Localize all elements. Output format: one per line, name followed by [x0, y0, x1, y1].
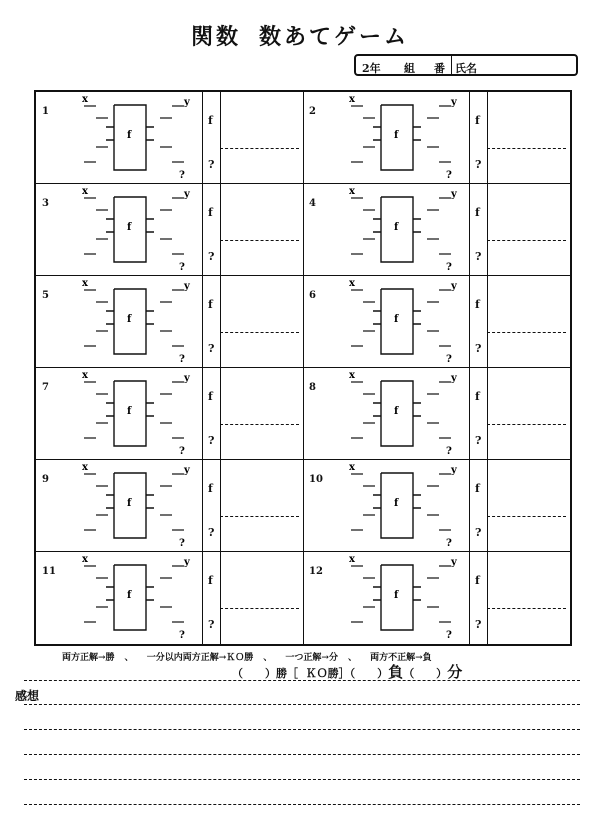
answer-q-label: ? [208, 434, 215, 447]
answer-divider [469, 552, 470, 644]
answer-divider [202, 460, 203, 552]
answer-area[interactable] [202, 552, 303, 644]
function-f-label: f [127, 222, 132, 233]
question-label: ? [179, 630, 185, 641]
question-label: ? [446, 354, 452, 365]
score-win: （ ）勝［ [232, 667, 298, 680]
answer-dashed-line [487, 424, 566, 425]
writing-line[interactable] [24, 779, 580, 780]
answer-divider [469, 184, 470, 276]
input-x-label: x [349, 370, 355, 381]
function-machine [331, 460, 491, 552]
answer-area[interactable] [202, 184, 303, 276]
answer-divider [469, 92, 470, 184]
function-f-label: f [394, 130, 399, 141]
question-label: ? [446, 170, 452, 181]
answer-dashed-line [487, 148, 566, 149]
answer-q-label: ? [475, 158, 482, 171]
rule-ko: 一分以内両方正解→ＫＯ勝 [146, 653, 254, 663]
input-x-label: x [349, 462, 355, 473]
answer-f-label: f [475, 574, 480, 587]
answer-dashed-line [220, 608, 299, 609]
answer-f-label: f [475, 206, 480, 219]
name-box[interactable] [354, 54, 578, 76]
question-label: ? [179, 538, 185, 549]
answer-divider [202, 184, 203, 276]
writing-line[interactable] [24, 754, 580, 755]
answer-dashed-line [487, 240, 566, 241]
question-label: ? [179, 354, 185, 365]
answer-divider [202, 276, 203, 368]
function-f-label: f [394, 590, 399, 601]
answer-divider [202, 368, 203, 460]
answer-f-label: f [208, 206, 213, 219]
answer-f-label: f [475, 114, 480, 127]
function-machine [64, 276, 224, 368]
round-cell [36, 184, 303, 276]
function-f-label: f [127, 314, 132, 325]
writing-line[interactable] [24, 704, 580, 705]
answer-divider [487, 184, 488, 276]
round-cell [303, 368, 570, 460]
function-machine [331, 552, 491, 644]
answer-divider [487, 92, 488, 184]
input-x-label: x [82, 186, 88, 197]
function-machine [64, 184, 224, 276]
answer-divider [202, 92, 203, 184]
answer-f-label: f [208, 390, 213, 403]
answer-dashed-line [487, 608, 566, 609]
round-cell [303, 552, 570, 644]
question-label: ? [179, 446, 185, 457]
answer-dashed-line [487, 332, 566, 333]
input-x-label: x [82, 554, 88, 565]
round-cell [36, 368, 303, 460]
round-number: 9 [42, 474, 49, 485]
function-machine [331, 368, 491, 460]
output-y-label: y [451, 97, 457, 108]
input-x-label: x [349, 278, 355, 289]
round-cell [36, 276, 303, 368]
answer-area[interactable] [469, 184, 570, 276]
score-draw: 分 [447, 663, 463, 681]
answer-divider [220, 368, 221, 460]
answer-divider [487, 368, 488, 460]
rounds-grid [34, 90, 572, 646]
answer-area[interactable] [469, 552, 570, 644]
answer-area[interactable] [202, 92, 303, 184]
answer-divider [469, 460, 470, 552]
writing-line[interactable] [24, 729, 580, 730]
output-y-label: y [451, 189, 457, 200]
answer-divider [202, 552, 203, 644]
question-label: ? [446, 262, 452, 273]
answer-dashed-line [220, 424, 299, 425]
input-x-label: x [82, 370, 88, 381]
output-y-label: y [184, 373, 190, 384]
score-lose: 負 [388, 663, 404, 681]
answer-divider [469, 368, 470, 460]
answer-f-label: f [208, 482, 213, 495]
function-f-label: f [394, 406, 399, 417]
round-number: 1 [42, 106, 49, 117]
answer-f-label: f [475, 482, 480, 495]
answer-q-label: ? [475, 526, 482, 539]
round-cell [303, 276, 570, 368]
answer-divider [487, 552, 488, 644]
input-x-label: x [82, 278, 88, 289]
function-f-label: f [394, 498, 399, 509]
answer-f-label: f [475, 298, 480, 311]
round-cell [36, 552, 303, 644]
answer-q-label: ? [475, 342, 482, 355]
writing-line[interactable] [24, 804, 580, 805]
round-number: 10 [309, 474, 323, 485]
rule-sep: 、 [263, 653, 273, 663]
answer-area[interactable] [469, 92, 570, 184]
round-number: 3 [42, 198, 49, 209]
dashed-line [24, 680, 580, 681]
round-cell [303, 92, 570, 184]
input-x-label: x [82, 462, 88, 473]
round-number: 6 [309, 290, 316, 301]
rule-sep: 、 [124, 653, 134, 663]
question-label: ? [179, 262, 185, 273]
round-cell [36, 460, 303, 552]
answer-area[interactable] [202, 460, 303, 552]
answer-f-label: f [475, 390, 480, 403]
score-line [232, 661, 462, 682]
input-x-label: x [349, 554, 355, 565]
function-machine [331, 276, 491, 368]
output-y-label: y [451, 281, 457, 292]
function-machine [64, 552, 224, 644]
answer-q-label: ? [475, 618, 482, 631]
round-cell [303, 460, 570, 552]
output-y-label: y [451, 373, 457, 384]
answer-area[interactable] [469, 460, 570, 552]
function-f-label: f [394, 222, 399, 233]
name-box-divider [451, 56, 452, 74]
answer-area[interactable] [469, 276, 570, 368]
answer-divider [220, 552, 221, 644]
answer-divider [220, 92, 221, 184]
answer-divider [487, 460, 488, 552]
name-label: 氏名 [455, 62, 477, 75]
function-f-label: f [127, 498, 132, 509]
answer-dashed-line [220, 516, 299, 517]
answer-q-label: ? [208, 618, 215, 631]
answer-dashed-line [220, 148, 299, 149]
question-label: ? [179, 170, 185, 181]
answer-divider [220, 460, 221, 552]
round-cell [36, 92, 303, 184]
round-number: 2 [309, 106, 316, 117]
round-cell [303, 184, 570, 276]
answer-f-label: f [208, 298, 213, 311]
output-y-label: y [184, 465, 190, 476]
round-number: 11 [42, 566, 56, 577]
output-y-label: y [184, 281, 190, 292]
output-y-label: y [184, 557, 190, 568]
round-number: 7 [42, 382, 49, 393]
number-label: 番 [434, 62, 445, 75]
answer-divider [220, 276, 221, 368]
input-x-label: x [82, 94, 88, 105]
round-number: 12 [309, 566, 323, 577]
function-machine [64, 460, 224, 552]
round-number: 8 [309, 382, 316, 393]
answer-q-label: ? [208, 158, 215, 171]
output-y-label: y [184, 189, 190, 200]
question-label: ? [446, 446, 452, 457]
rule-lose: 両方不正解→負 [370, 653, 432, 663]
answer-dashed-line [220, 332, 299, 333]
function-f-label: f [127, 130, 132, 141]
score-draw-paren: （ ） [403, 667, 448, 680]
answer-divider [220, 184, 221, 276]
page-title [0, 20, 600, 51]
input-x-label: x [349, 94, 355, 105]
function-machine [331, 184, 491, 276]
year-label: 2年 [362, 62, 381, 75]
answer-dashed-line [220, 240, 299, 241]
function-f-label: f [394, 314, 399, 325]
answer-f-label: f [208, 114, 213, 127]
answer-q-label: ? [475, 434, 482, 447]
answer-area[interactable] [469, 368, 570, 460]
answer-q-label: ? [208, 342, 215, 355]
output-y-label: y [451, 465, 457, 476]
round-number: 5 [42, 290, 49, 301]
rule-draw: 一つ正解→分 [285, 653, 338, 663]
question-label: ? [446, 538, 452, 549]
function-f-label: f [127, 406, 132, 417]
answer-q-label: ? [475, 250, 482, 263]
score-ko: ＫＯ勝］（ ） [305, 667, 389, 680]
answer-q-label: ? [208, 250, 215, 263]
answer-area[interactable] [202, 276, 303, 368]
round-number: 4 [309, 198, 316, 209]
answer-dashed-line [487, 516, 566, 517]
output-y-label: y [184, 97, 190, 108]
rule-win: 両方正解→勝 [62, 653, 115, 663]
rule-sep: 、 [347, 653, 357, 663]
function-machine [64, 368, 224, 460]
input-x-label: x [349, 186, 355, 197]
answer-area[interactable] [202, 368, 303, 460]
class-label: 組 [404, 62, 415, 75]
title-part-2: 数あてゲーム [259, 24, 410, 50]
impressions-label: 感想 [15, 689, 40, 703]
question-label: ? [446, 630, 452, 641]
function-machine [331, 92, 491, 184]
output-y-label: y [451, 557, 457, 568]
answer-divider [487, 276, 488, 368]
function-machine [64, 92, 224, 184]
answer-q-label: ? [208, 526, 215, 539]
answer-f-label: f [208, 574, 213, 587]
answer-divider [469, 276, 470, 368]
function-f-label: f [127, 590, 132, 601]
title-part-1: 関数 [190, 24, 241, 50]
